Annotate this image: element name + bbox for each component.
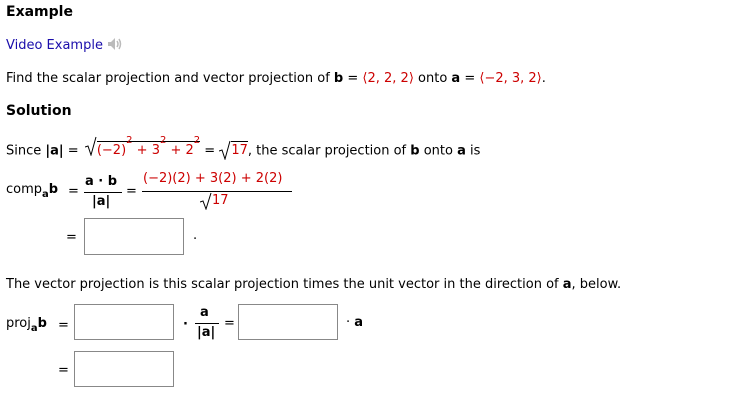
- comp-text: comp: [6, 182, 43, 197]
- equals-sign: =: [68, 184, 79, 199]
- equals-sign: =: [58, 318, 69, 333]
- fraction-bar: [195, 323, 219, 324]
- equals-sign: =: [66, 230, 77, 245]
- radicand-term-2: + 3: [132, 143, 160, 159]
- since-text: Since: [6, 143, 46, 159]
- comp-subscript: a: [42, 189, 49, 200]
- solution-heading: Solution: [6, 103, 72, 119]
- unit-vector-numerator: a: [200, 305, 209, 320]
- scalar-projection-answer-box[interactable]: [84, 218, 184, 255]
- equals-sign: =: [126, 184, 137, 199]
- vector-projection-answer-box-1[interactable]: [74, 304, 174, 340]
- equals-sign: =: [63, 143, 83, 159]
- equals-sign: =: [58, 363, 69, 378]
- onto-word: onto: [419, 143, 458, 159]
- video-example-row: [6, 37, 123, 53]
- magnitude-line: [6, 137, 480, 159]
- exponent: 2: [159, 135, 167, 146]
- equals-sign: =: [200, 143, 220, 159]
- vector-projection-prefix: The vector projection is this scalar projection times the unit vector in the direction of: [6, 277, 563, 292]
- vector-a-label: a: [451, 71, 461, 86]
- vector-a-label: a: [457, 143, 466, 159]
- video-example-link[interactable]: Video Example: [6, 38, 103, 53]
- speaker-icon[interactable]: [107, 37, 123, 51]
- equals-sign: =: [343, 71, 363, 86]
- exponent: 2: [193, 135, 201, 146]
- radicand-term-1: (−2): [96, 143, 127, 159]
- vector-a-label: a: [562, 277, 572, 292]
- fraction-numerator-ab: a · b: [85, 174, 118, 189]
- comp-label: [6, 182, 59, 200]
- sqrt-17-value: 17: [231, 143, 248, 159]
- sqrt-17: [200, 193, 229, 209]
- proj-text: proj: [6, 316, 31, 331]
- sqrt-17: [219, 141, 248, 161]
- sqrt-17-denominator: [200, 193, 229, 211]
- vector-b-value: ⟨2, 2, 2⟩: [362, 71, 414, 86]
- multiplication-dot: ·: [346, 315, 355, 330]
- radicand-term-3: + 2: [166, 143, 194, 159]
- period: .: [541, 71, 546, 86]
- proj-subscript: a: [30, 323, 38, 334]
- is-word: is: [465, 143, 481, 159]
- example-heading: Example: [6, 4, 73, 20]
- vector-b-label: b: [410, 143, 420, 159]
- exponent: 2: [126, 135, 133, 146]
- vector-a-value: ⟨−2, 3, 2⟩: [479, 71, 542, 86]
- scaled-vector-a: [346, 315, 363, 330]
- vector-projection-answer-box-3[interactable]: [74, 351, 174, 387]
- vector-projection-answer-box-2[interactable]: [238, 304, 338, 340]
- vector-b-label: b: [37, 316, 47, 331]
- dot-product-numerator: (−2)(2) + 3(2) + 2(2): [143, 171, 283, 186]
- equals-sign: =: [224, 316, 235, 331]
- sqrt-expression-a: [85, 137, 200, 161]
- vector-b-label: b: [333, 71, 344, 86]
- vector-projection-text: [6, 277, 621, 292]
- vector-projection-suffix: , below.: [571, 277, 622, 292]
- unit-vector-denominator: |a|: [197, 325, 216, 340]
- multiplication-dot: ·: [183, 317, 188, 332]
- onto-word: onto: [413, 71, 452, 86]
- proj-label: [6, 316, 47, 334]
- period: .: [193, 228, 198, 243]
- scalar-projection-text: , the scalar projection of: [247, 143, 411, 159]
- problem-statement: [6, 71, 546, 86]
- vector-b-label: b: [48, 182, 59, 197]
- problem-prefix: Find the scalar projection and vector projection of: [6, 71, 334, 86]
- sqrt-17-value: 17: [212, 193, 229, 208]
- vector-a-label: a: [354, 315, 364, 330]
- equals-sign: =: [460, 71, 480, 86]
- fraction-denominator-magnitude-a: |a|: [92, 194, 111, 209]
- magnitude-a: |a|: [45, 143, 64, 159]
- fraction-bar: [84, 192, 122, 193]
